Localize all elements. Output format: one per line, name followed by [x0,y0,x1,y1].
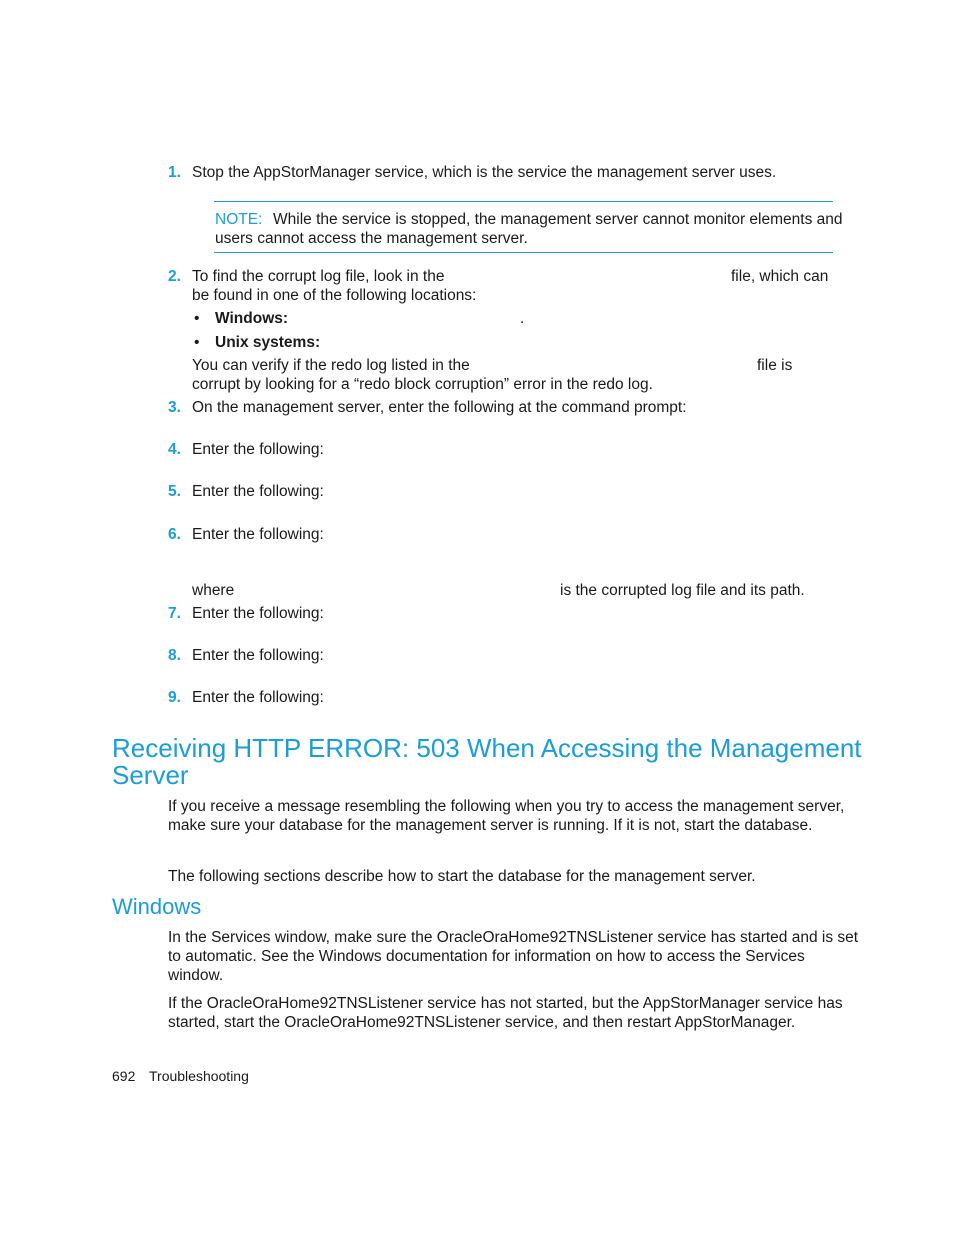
step-text-line2: be found in one of the following locations: [192,287,477,304]
bullet-mark: • [194,334,200,351]
step-text: Enter the following: [192,647,324,664]
verify-text-line1: You can verify if the redo log listed in the [192,357,470,374]
step-text: Enter the following: [192,605,324,622]
section-heading-http-error: Receiving HTTP ERROR: 503 When Accessing the Management [112,733,862,763]
page-number: 692 [112,1068,136,1084]
step-number: 3. [168,399,181,416]
step-number: 9. [168,689,181,706]
step-text: Enter the following: [192,441,324,458]
where-text: where [192,582,235,599]
footer-section-name: Troubleshooting [149,1068,249,1084]
windows-paragraph-1-line2: to automatic. See the Windows documentation for information on how to access the Services [168,948,805,965]
step-text: On the management server, enter the following at the command prompt: [192,399,687,416]
note-label: NOTE: [215,211,263,228]
section-heading-http-error-line2: Server [112,760,189,790]
verify-text-continued: file is [757,357,793,374]
windows-paragraph-1-line3: window. [168,967,224,984]
where-text-continued: is the corrupted log file and its path. [560,582,805,599]
note-text-line2: users cannot access the management server. [215,230,528,247]
bullet-mark: • [194,310,200,327]
step-number: 5. [168,483,181,500]
note-text-line1: While the service is stopped, the management server cannot monitor elements and [273,211,843,228]
windows-paragraph-2-line1: If the OracleOraHome92TNSListener service has not started, but the AppStorManager service has [168,995,843,1012]
section-heading-windows: Windows [112,894,202,919]
http-paragraph-line1: If you receive a message resembling the following when you try to access the management server, [168,798,845,815]
note-bottom-rule [214,252,833,253]
step-text: Enter the following: [192,689,324,706]
http-paragraph-line2: make sure your database for the management server is running. If it is not, start the database. [168,817,813,834]
step-number: 7. [168,605,181,622]
step-number: 2. [168,268,181,285]
http-paragraph-2: The following sections describe how to start the database for the management server. [168,868,756,885]
step-text: Enter the following: [192,483,324,500]
windows-paragraph-1-line1: In the Services window, make sure the OracleOraHome92TNSListener service has started and is set [168,929,859,946]
step-number: 6. [168,526,181,543]
step-text: To find the corrupt log file, look in the [192,268,445,285]
step-number: 4. [168,441,181,458]
step-number: 1. [168,164,181,181]
step-text: Stop the AppStorManager service, which is the service the management server uses. [192,164,777,181]
step-number: 8. [168,647,181,664]
bullet-tail: . [520,310,525,327]
step-text: Enter the following: [192,526,324,543]
step-text-continued: file, which can [731,268,829,285]
bullet-label-unix: Unix systems: [215,334,321,351]
verify-text-line2: corrupt by looking for a “redo block corruption” error in the redo log. [192,376,653,393]
bullet-label-windows: Windows: [215,310,289,327]
windows-paragraph-2-line2: started, start the OracleOraHome92TNSListener service, and then restart AppStorManager. [168,1014,796,1031]
note-top-rule [214,201,833,202]
